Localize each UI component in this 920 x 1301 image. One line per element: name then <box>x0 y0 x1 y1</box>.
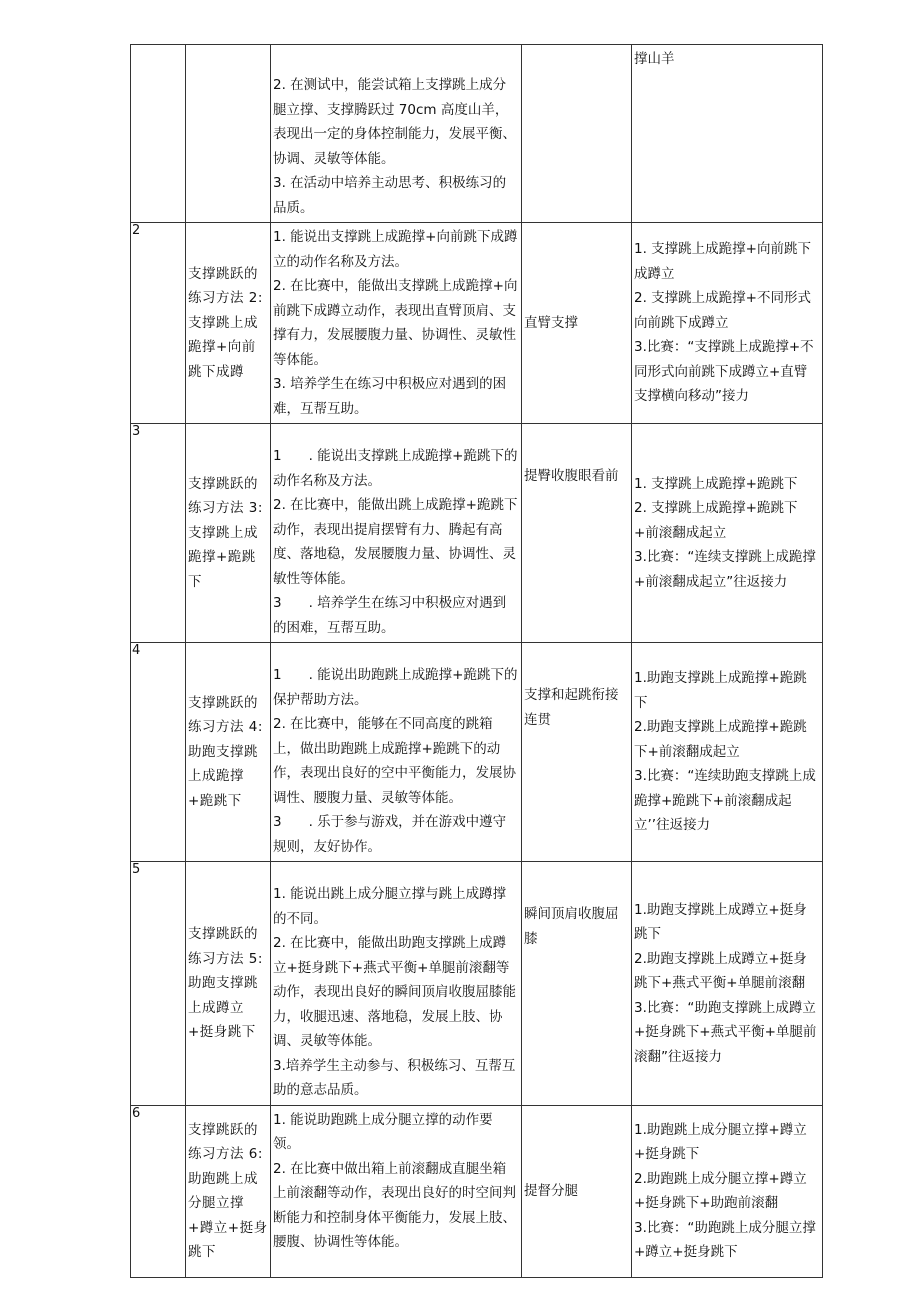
row-number-text: 2 <box>132 223 141 238</box>
activities-item: 2.助跑支撑跳上成跪撑+跪跳下+前滚翻成起立 <box>634 719 807 760</box>
activities-cell <box>632 45 823 223</box>
activities-item: 1. 支撑跳上成跪撑+跪跳下 <box>634 475 798 492</box>
activities-cell <box>632 223 823 424</box>
goals-item: 2. 在比赛中，能做出跳上成跪撑+跪跳下动作，表现出提肩摆臂有力、腾起有高度、落地稳，发展腰腹力量、协调性、灵敏性等体能。 <box>273 497 518 587</box>
activities-item: 3.比赛：“连续支撑跳上成跪撑+前滚翻成起立”往返接力 <box>634 549 816 590</box>
activities-item: 3.比赛：“助跑跳上成分腿立撑+蹲立+挺身跳下 <box>634 1219 816 1260</box>
key-point-cell-text: 瞬间顶肩收腹屈膝 <box>524 906 619 947</box>
activities-cell <box>632 643 823 862</box>
table-row <box>131 643 823 862</box>
topic-cell <box>186 862 271 1106</box>
table-row <box>131 424 823 643</box>
row-number-text: 4 <box>132 643 141 658</box>
goals-item: 3.培养学生主动参与、积极练习、互帮互助的意志品质。 <box>273 1057 516 1098</box>
goals-item: 2. 在测试中，能尝试箱上支撑跳上成分腿立撑、支撑腾跃过 70cm 高度山羊，表现出一定的身体控制能力，发展平衡、协调、灵敏等体能。 <box>273 77 516 167</box>
goals-item: 3 . 乐于参与游戏，并在游戏中遵守规则，友好协作。 <box>273 814 507 855</box>
activities-item: 3.比赛：“支撑跳上成跪撑+不同形式向前跳下成蹲立+直臂支撑横向移动”接力 <box>634 339 814 405</box>
activities-cell <box>632 424 823 643</box>
goals-cell <box>271 424 522 643</box>
key-point-cell-text: 支撑和起跳衔接连贯 <box>524 687 619 728</box>
table-row <box>131 45 823 223</box>
activities-item: 1. 支撑跳上成跪撑+向前跳下成蹲立 <box>634 241 811 282</box>
goals-item: 3. 在活动中培养主动思考、积极练习的品质。 <box>273 175 507 216</box>
activities-cell <box>632 862 823 1106</box>
topic-cell <box>186 424 271 643</box>
row-number <box>131 223 186 424</box>
key-point-cell-text: 直臂支撑 <box>524 314 578 331</box>
activities-item: 2. 支撑跳上成跪撑+不同形式向前跳下成蹲立 <box>634 290 811 331</box>
table-row <box>131 223 823 424</box>
activities-item: 2.助跑支撑跳上成蹲立+挺身跳下+燕式平衡+单腿前滚翻 <box>634 950 807 991</box>
topic-cell <box>186 45 271 223</box>
topic-item: 支撑跳跃的练习方法 6:助跑跳上成分腿立撑+蹲立+挺身跳下 <box>188 1121 268 1260</box>
activities-item: 2.助跑跳上成分腿立撑+蹲立+挺身跳下+助跑前滚翻 <box>634 1170 807 1211</box>
goals-cell <box>271 1105 522 1277</box>
key-point-cell <box>522 45 632 223</box>
topic-item: 支撑跳跃的练习方法 5:助跑支撑跳上成蹲立+挺身跳下 <box>188 926 263 1040</box>
table-row <box>131 1105 823 1277</box>
goals-item: 1 . 能说出助跑跳上成跪撑+跪跳下的保护帮助方法。 <box>273 667 518 708</box>
row-number-text: 3 <box>132 424 141 439</box>
topic-cell <box>186 1105 271 1277</box>
row-number <box>131 862 186 1106</box>
row-number-text: 6 <box>132 1105 141 1121</box>
goals-cell <box>271 643 522 862</box>
activities-item: 2. 支撑跳上成跪撑+跪跳下+前滚翻成起立 <box>634 500 798 541</box>
topic-item: 支撑跳跃的练习方法 4:助跑支撑跳上成跪撑+跪跳下 <box>188 694 263 809</box>
goals-cell <box>271 45 522 223</box>
goals-item: 2. 在比赛中，能做出支撑跳上成跪撑+向前跳下成蹲立动作，表现出直臂顶肩、支撑有力，发展腰腹力量、协调性、灵敏性等体能。 <box>273 278 518 368</box>
key-point-cell-text: 提督分腿 <box>524 1182 578 1199</box>
goals-item: 3 . 培养学生在练习中积极应对遇到的困难，互帮互助。 <box>273 595 507 636</box>
activities-cell <box>632 1105 823 1277</box>
row-number-text: 5 <box>132 862 141 877</box>
goals-item: 3. 培养学生在练习中积极应对遇到的困难，互帮互助。 <box>273 376 507 417</box>
key-point-cell <box>522 862 632 1106</box>
row-number <box>131 643 186 862</box>
goals-item: 2. 在比赛中，能做出助跑支撑跳上成蹲立+挺身跳下+燕式平衡+单腿前滚翻等动作，表现出良好的瞬间顶肩收腹屈膝能力，收腿迅速、落地稳，发展上肢、协调、灵敏等体能。 <box>273 935 516 1049</box>
goals-item: 1. 能说出跳上成分腿立撑与跳上成蹲撑的不同。 <box>273 886 507 927</box>
row-number <box>131 1105 186 1277</box>
activities-item: 1.助跑支撑跳上成跪撑+跪跳下 <box>634 670 807 711</box>
topic-item: 支撑跳跃的练习方法 3:支撑跳上成跪撑+跪跳下 <box>188 475 263 590</box>
topic-cell <box>186 223 271 424</box>
activities-item: 1.助跑跳上成分腿立撑+蹲立+挺身跳下 <box>634 1121 807 1162</box>
key-point-cell <box>522 424 632 643</box>
row-number <box>131 45 186 223</box>
activities-item: 撑山羊 <box>634 51 675 67</box>
goals-item: 1. 能说出支撑跳上成跪撑+向前跳下成蹲立的动作名称及方法。 <box>273 229 518 270</box>
goals-item: 2. 在比赛中，能够在不同高度的跳箱上，做出助跑跳上成跪撑+跪跳下的动作，表现出良好的空中平衡能力，发展协调性、腰腹力量、灵敏等体能。 <box>273 716 516 806</box>
goals-item: 1. 能说助跑跳上成分腿立撑的动作要领。 <box>273 1111 493 1152</box>
topic-cell <box>186 643 271 862</box>
key-point-cell <box>522 1105 632 1277</box>
goals-item: 2. 在比赛中做出箱上前滚翻成直腿坐箱上前滚翻等动作，表现出良好的时空间判断能力和控制身体平衡能力，发展上肢、腰腹、协调性等体能。 <box>273 1160 516 1250</box>
activities-item: 3.比赛：“连续助跑支撑跳上成跪撑+跪跳下+前滚翻成起立’’往返接力 <box>634 768 816 834</box>
key-point-cell-text: 提臀收腹眼看前 <box>524 468 619 484</box>
goals-item: 1 . 能说出支撑跳上成跪撑+跪跳下的动作名称及方法。 <box>273 448 518 489</box>
lesson-plan-table <box>130 44 823 1278</box>
table-row <box>131 862 823 1106</box>
activities-item: 3.比赛：“助跑支撑跳上成蹲立+挺身跳下+燕式平衡+单腿前滚翻”往返接力 <box>634 999 817 1065</box>
key-point-cell <box>522 643 632 862</box>
goals-cell <box>271 862 522 1106</box>
goals-cell <box>271 223 522 424</box>
activities-item: 1.助跑支撑跳上成蹲立+挺身跳下 <box>634 901 807 942</box>
key-point-cell <box>522 223 632 424</box>
row-number <box>131 424 186 643</box>
topic-item: 支撑跳跃的练习方法 2:支撑跳上成跪撑+向前跳下成蹲 <box>188 265 263 380</box>
